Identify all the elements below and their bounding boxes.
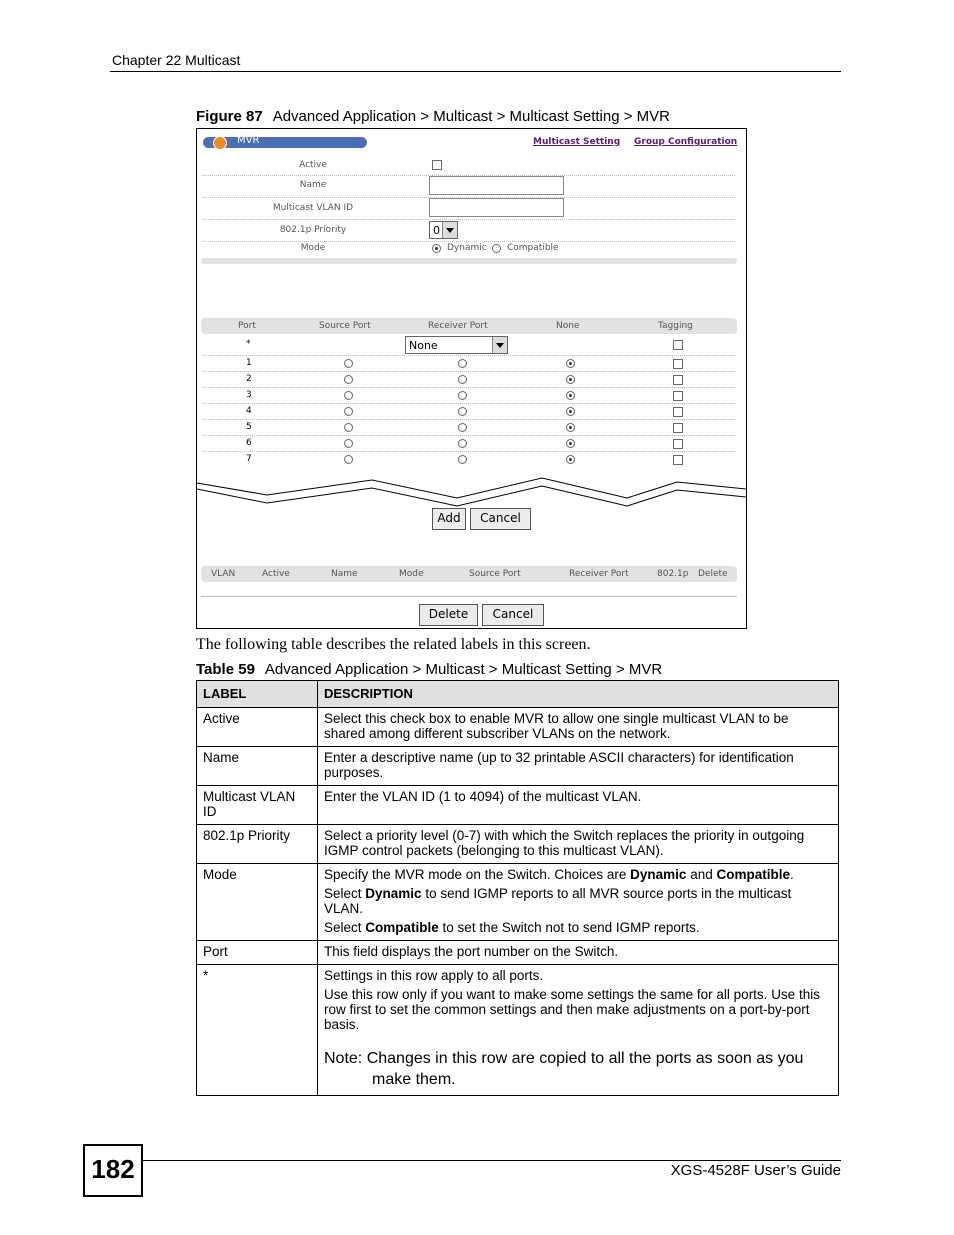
source-port-radio[interactable]: [344, 359, 353, 368]
chevron-down-icon: [442, 222, 457, 238]
receiver-port-radio[interactable]: [458, 359, 467, 368]
figure-title: Advanced Application > Multicast > Multicast Setting > MVR: [272, 108, 670, 125]
sum-col-delete: Delete: [698, 569, 728, 579]
sum-col-vlan: VLAN: [211, 569, 236, 579]
figure-caption: [196, 108, 670, 125]
tagging-checkbox[interactable]: [673, 423, 683, 433]
chevron-down-icon: [492, 337, 507, 353]
sum-col-source-port: Source Port: [469, 569, 521, 579]
none-radio[interactable]: [566, 439, 575, 448]
source-port-radio[interactable]: [344, 455, 353, 464]
all-ports-tagging-checkbox[interactable]: [673, 340, 683, 350]
port-number: 3: [246, 390, 252, 400]
table-caption: [196, 661, 662, 678]
receiver-port-radio[interactable]: [458, 423, 467, 432]
row-description: Select a priority level (0-7) with which the Switch replaces the priority in outgoing IGMP control packets (belonging to this multicast VLAN).: [318, 825, 839, 864]
col-description-header: DESCRIPTION: [318, 681, 839, 708]
summary-divider: [201, 596, 737, 597]
priority-value: 0: [433, 224, 440, 237]
col-source-port: Source Port: [319, 321, 371, 331]
tagging-checkbox[interactable]: [673, 359, 683, 369]
receiver-port-radio[interactable]: [458, 407, 467, 416]
none-radio[interactable]: [566, 407, 575, 416]
vlan-label: Multicast VLAN ID: [272, 203, 354, 213]
summary-table-header: [201, 566, 737, 582]
vlan-id-input[interactable]: [429, 198, 564, 217]
none-radio[interactable]: [566, 455, 575, 464]
text-span: Specify the MVR mode on the Switch. Choices are: [324, 867, 631, 882]
col-receiver-port: Receiver Port: [428, 321, 488, 331]
mvr-title-bar: [203, 137, 367, 148]
text-span: and: [686, 867, 717, 882]
figure-number: Figure 87: [196, 108, 263, 125]
intro-text: The following table describes the related labels in this screen.: [196, 636, 591, 653]
mode-desc-2: [324, 886, 832, 916]
sum-col-mode: Mode: [399, 569, 424, 579]
name-input[interactable]: [429, 176, 564, 195]
table-header-row: [197, 681, 839, 708]
receiver-port-radio[interactable]: [458, 455, 467, 464]
port-row: [203, 403, 735, 420]
mode-dynamic-label: Dynamic: [447, 243, 487, 253]
port-number: 2: [246, 374, 252, 384]
tagging-checkbox[interactable]: [673, 455, 683, 465]
row-description: Enter the VLAN ID (1 to 4094) of the multicast VLAN.: [318, 786, 839, 825]
text-span: to set the Switch not to send IGMP reports.: [438, 920, 700, 935]
row-label: Active: [197, 708, 318, 747]
bold-term: Compatible: [716, 867, 790, 882]
port-number: 4: [246, 406, 252, 416]
page-number: 182: [83, 1144, 143, 1197]
table-row: [197, 864, 839, 941]
receiver-port-radio[interactable]: [458, 375, 467, 384]
col-none: None: [556, 321, 580, 331]
chapter-header: Chapter 22 Multicast: [112, 52, 241, 68]
table-row: [197, 786, 839, 825]
guide-title: XGS-4528F User’s Guide: [670, 1162, 841, 1179]
priority-select[interactable]: [429, 221, 458, 239]
tagging-checkbox[interactable]: [673, 391, 683, 401]
all-ports-row: [203, 335, 735, 356]
bold-term: Dynamic: [630, 867, 687, 882]
port-number: 6: [246, 438, 252, 448]
header-rule: [110, 71, 841, 72]
vlan-row: [203, 197, 735, 220]
none-radio[interactable]: [566, 423, 575, 432]
table-number: Table 59: [196, 661, 255, 678]
col-port: Port: [238, 321, 256, 331]
cancel-button[interactable]: Cancel: [470, 508, 531, 530]
source-port-radio[interactable]: [344, 423, 353, 432]
active-checkbox[interactable]: [432, 160, 442, 170]
mode-compatible-radio[interactable]: [492, 244, 501, 253]
bold-term: Compatible: [365, 920, 439, 935]
row-label: Name: [197, 747, 318, 786]
port-table-header: [201, 318, 737, 334]
none-radio[interactable]: [566, 391, 575, 400]
col-tagging: Tagging: [658, 321, 693, 331]
none-radio[interactable]: [566, 375, 575, 384]
port-row: [203, 419, 735, 436]
star-note: Note: Changes in this row are copied to all the ports as soon as you make them.: [324, 1050, 804, 1088]
tagging-checkbox[interactable]: [673, 375, 683, 385]
row-description: Select this check box to enable MVR to allow one single multicast VLAN to be shared among different subscriber VLANs on the network.: [318, 708, 839, 747]
priority-row: [203, 219, 735, 242]
mode-desc-3: [324, 920, 832, 935]
priority-label: 802.1p Priority: [279, 225, 347, 235]
receiver-port-radio[interactable]: [458, 391, 467, 400]
sum-col-name: Name: [331, 569, 358, 579]
source-port-radio[interactable]: [344, 391, 353, 400]
delete-button[interactable]: Delete: [419, 604, 478, 626]
all-ports-select-value: None: [409, 339, 438, 352]
name-row: [203, 175, 735, 198]
row-description: Enter a descriptive name (up to 32 printable ASCII characters) for identification purposes.: [318, 747, 839, 786]
table-row: [197, 747, 839, 786]
text-span: Select: [324, 920, 366, 935]
mvr-orange-dot-icon: [213, 136, 227, 150]
tagging-checkbox[interactable]: [673, 407, 683, 417]
mode-dynamic-radio[interactable]: [432, 244, 441, 253]
text-span: Select: [324, 886, 366, 901]
multicast-setting-link[interactable]: Multicast Setting: [533, 137, 621, 147]
active-label: Active: [299, 160, 327, 170]
star-desc-1: Settings in this row apply to all ports.: [324, 968, 544, 983]
name-label: Name: [299, 180, 327, 190]
form-bottom-bar: [201, 258, 737, 264]
mode-row: [203, 241, 735, 259]
port-number: 7: [246, 454, 252, 464]
col-label-header: LABEL: [197, 681, 318, 708]
table-title: Advanced Application > Multicast > Multicast Setting > MVR: [264, 661, 663, 678]
table-row: [197, 965, 839, 1096]
active-row: [203, 155, 735, 176]
row-label: Port: [197, 941, 318, 965]
port-number: 5: [246, 422, 252, 432]
row-label: 802.1p Priority: [197, 825, 318, 864]
add-button[interactable]: Add: [432, 508, 466, 530]
cancel-button-2[interactable]: Cancel: [482, 604, 544, 626]
table-row: [197, 708, 839, 747]
row-label: Multicast VLAN ID: [197, 786, 318, 825]
row-label: *: [197, 965, 318, 1096]
source-port-radio[interactable]: [344, 407, 353, 416]
group-configuration-link[interactable]: Group Configuration: [634, 137, 738, 147]
port-row: [203, 371, 735, 388]
table-row: [197, 825, 839, 864]
sum-col-receiver-port: Receiver Port: [569, 569, 629, 579]
bold-term: Dynamic: [365, 886, 422, 901]
none-radio[interactable]: [566, 359, 575, 368]
description-table: [196, 680, 839, 1096]
footer-rule: [141, 1160, 841, 1161]
mvr-screenshot: [196, 128, 747, 629]
tagging-checkbox[interactable]: [673, 439, 683, 449]
port-row: [203, 355, 735, 372]
source-port-radio[interactable]: [344, 439, 353, 448]
star-desc-2: Use this row only if you want to make some settings the same for all ports. Use this row first to set the common settings and then make adjustments on a port-by-port basis.: [324, 987, 820, 1032]
mode-desc-1: [324, 867, 832, 882]
mode-compatible-label: Compatible: [507, 243, 559, 253]
mvr-title: MVR: [237, 135, 260, 146]
receiver-port-radio[interactable]: [458, 439, 467, 448]
source-port-radio[interactable]: [344, 375, 353, 384]
mode-label: Mode: [300, 243, 326, 253]
row-description: [318, 864, 839, 941]
all-ports-select[interactable]: [405, 336, 508, 354]
row-label: Mode: [197, 864, 318, 941]
port-row: [203, 387, 735, 404]
sum-col-active: Active: [262, 569, 290, 579]
all-ports-symbol: *: [246, 339, 251, 349]
table-row: [197, 941, 839, 965]
port-row: [203, 435, 735, 452]
row-description: [318, 965, 839, 1096]
text-span: .: [789, 867, 794, 882]
port-number: 1: [246, 358, 252, 368]
sum-col-priority: 802.1p: [657, 569, 689, 579]
row-description: This field displays the port number on the Switch.: [318, 941, 839, 965]
text-span: to send IGMP reports to all MVR source ports in the multicast VLAN.: [324, 886, 792, 916]
